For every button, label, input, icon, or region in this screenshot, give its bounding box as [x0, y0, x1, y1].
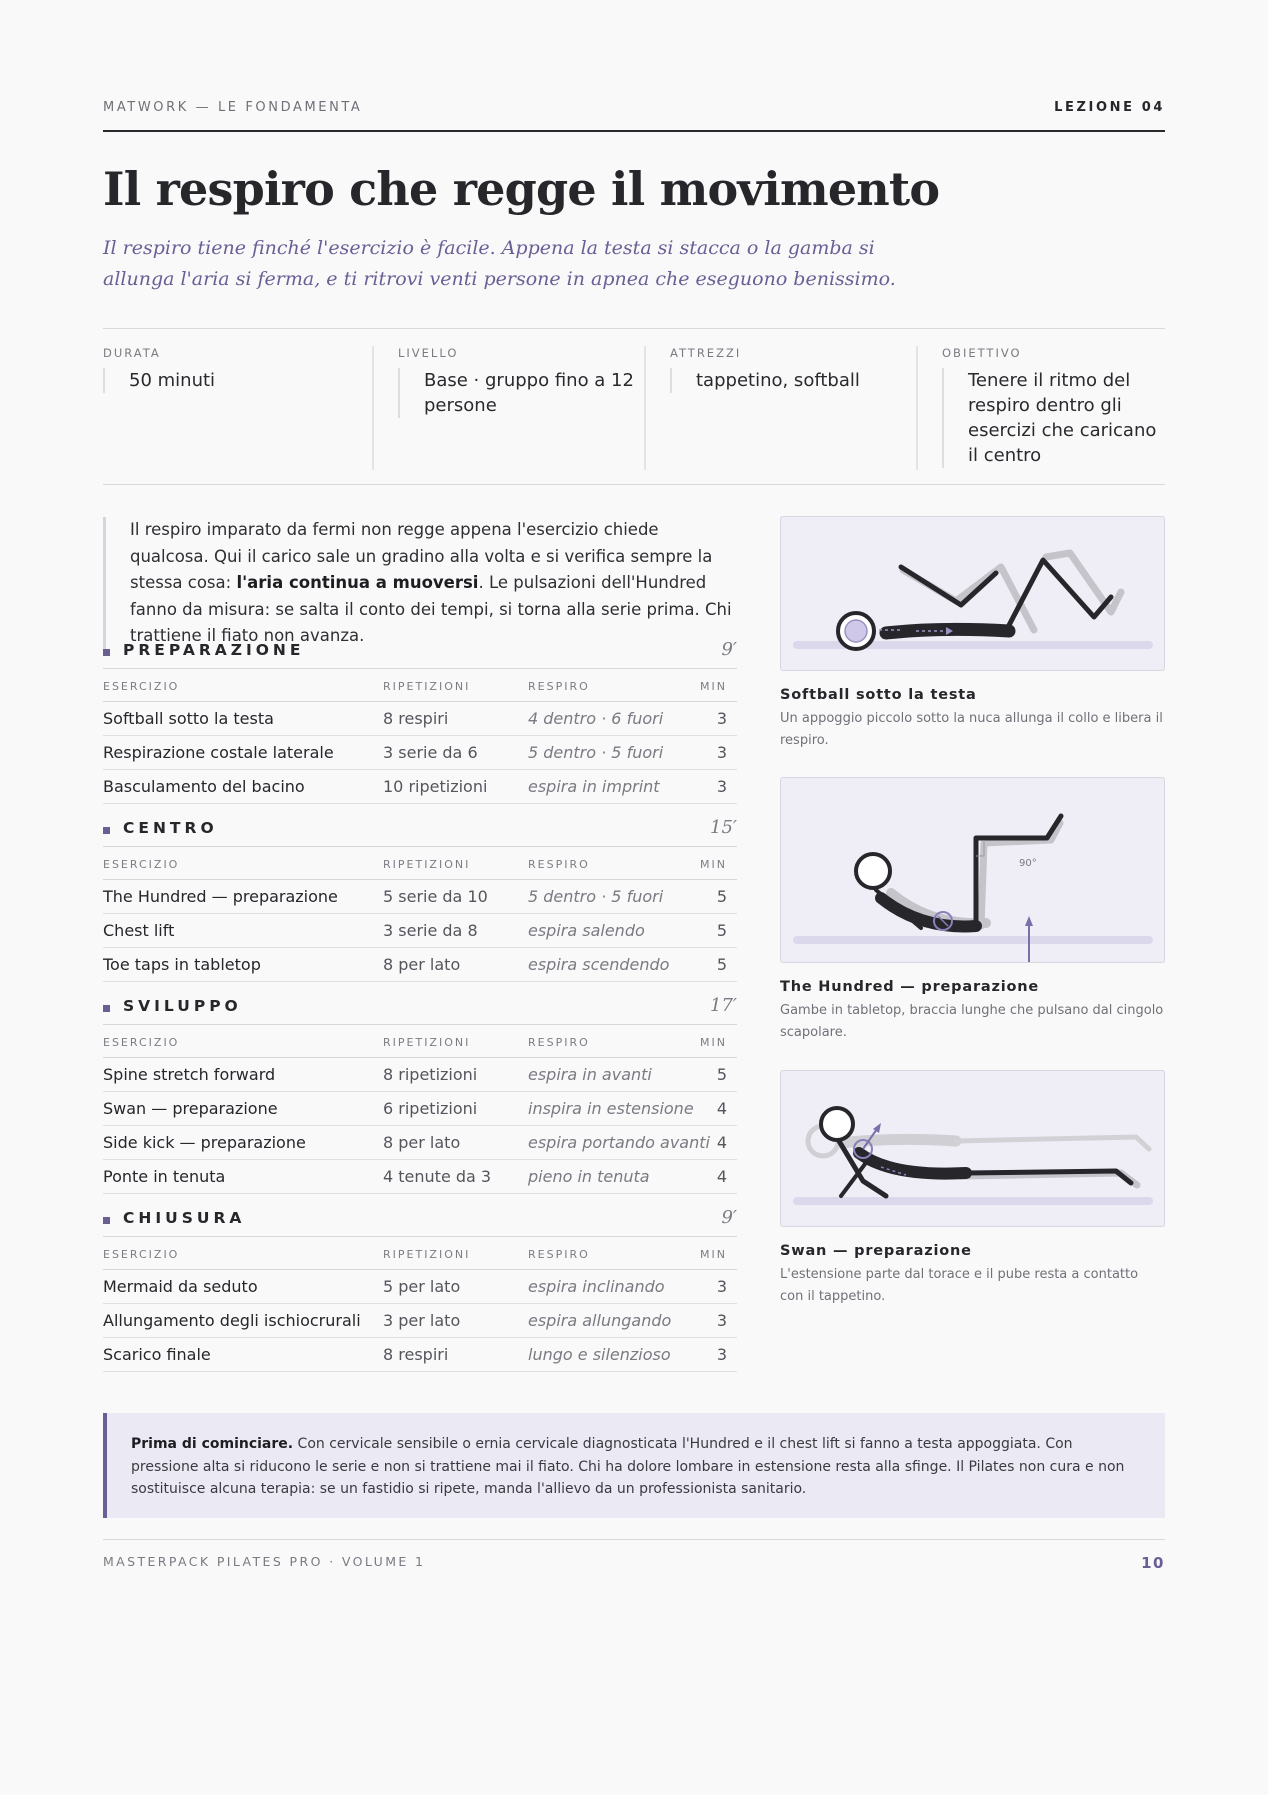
table-header — [103, 847, 737, 880]
breath-pattern: espira salendo — [528, 921, 645, 940]
breath-pattern: inspira in estensione — [528, 1099, 694, 1118]
minutes: 3 — [716, 1277, 727, 1296]
exercise-name: Spine stretch forward — [103, 1065, 276, 1084]
section-minutes: 15′ — [710, 817, 737, 838]
exercise-name: Mermaid da seduto — [103, 1277, 258, 1296]
table-row — [103, 880, 737, 914]
col-min: MIN — [700, 680, 727, 693]
meta-level — [372, 346, 644, 470]
breath-pattern: espira portando avanti — [528, 1133, 710, 1152]
intro-paragraph — [103, 517, 737, 650]
softball-illustration — [781, 517, 1165, 671]
section-marker — [103, 827, 110, 834]
table-row — [103, 1338, 737, 1372]
col-breath: RESPIRO — [528, 858, 590, 871]
exercise-name: The Hundred — preparazione — [103, 887, 338, 906]
col-reps: RIPETIZIONI — [383, 1036, 471, 1049]
col-min: MIN — [700, 858, 727, 871]
figure-title: Swan — preparazione — [780, 1243, 972, 1259]
section-header — [103, 1207, 737, 1237]
table-row — [103, 1160, 737, 1194]
section-header — [103, 817, 737, 847]
section-name: CENTRO — [123, 819, 218, 837]
note-lead: Prima di cominciare. — [131, 1436, 294, 1452]
note-text: Con cervicale sensibile o ernia cervicale diagnosticata l'Hundred e il chest lift si fanno a testa appoggiata. Con pressione alta si riducono le serie e non si trattiene mai il fiato. Chi ha dolore lombare in estensione resta alla sfinge. Il Pilates non cura e non sostituisce alcuna terapia: se un fastidio si ripete, manda l'allievo da un professionista sanitario. — [131, 1436, 1125, 1497]
meta-label: OBIETTIVO — [942, 346, 1022, 360]
meta-value: 50 minuti — [103, 368, 353, 393]
minutes: 3 — [716, 743, 727, 762]
meta-equipment — [644, 346, 916, 470]
footer-divider — [103, 1539, 1165, 1540]
page — [103, 0, 1165, 1795]
exercise-name: Allungamento degli ischiocrurali — [103, 1311, 361, 1330]
footer-series: MASTERPACK PILATES PRO · VOLUME 1 — [103, 1554, 426, 1569]
table-row — [103, 914, 737, 948]
breath-pattern: 4 dentro · 6 fuori — [528, 709, 664, 728]
table-body — [103, 1270, 737, 1372]
intro-text: Il respiro imparato da fermi non regge appena l'esercizio chiede qualcosa. Qui il carico sale un gradino alla volta e si verifica sempre la stessa cosa: — [130, 520, 713, 592]
divider — [103, 484, 1165, 485]
col-min: MIN — [700, 1248, 727, 1261]
col-exercise: ESERCIZIO — [103, 1036, 180, 1049]
figure-caption: Un appoggio piccolo sotto la nuca allunga il collo e libera il respiro. — [780, 711, 1163, 748]
table-row — [103, 948, 737, 982]
table-header — [103, 1237, 737, 1270]
minutes: 4 — [716, 1099, 727, 1118]
meta-label: LIVELLO — [398, 346, 459, 360]
minutes: 4 — [716, 1133, 727, 1152]
section-sviluppo — [103, 995, 737, 1194]
section-name: CHIUSURA — [123, 1209, 246, 1227]
repetitions: 8 per lato — [383, 955, 461, 974]
exercise-name: Softball sotto la testa — [103, 709, 274, 728]
section-centro — [103, 817, 737, 982]
figure-hundred — [780, 777, 1165, 1044]
table-header — [103, 669, 737, 702]
section-name: PREPARAZIONE — [123, 641, 305, 659]
meta-value: tappetino, softball — [670, 368, 910, 393]
table-header — [103, 1025, 737, 1058]
table-row — [103, 1058, 737, 1092]
section-marker — [103, 1217, 110, 1224]
section-preparazione — [103, 639, 737, 804]
section-header — [103, 995, 737, 1025]
col-exercise: ESERCIZIO — [103, 680, 180, 693]
section-marker — [103, 1005, 110, 1012]
col-reps: RIPETIZIONI — [383, 858, 471, 871]
table-row — [103, 770, 737, 804]
exercise-name: Side kick — preparazione — [103, 1133, 306, 1152]
figure-softball — [780, 516, 1165, 752]
minutes: 5 — [716, 921, 727, 940]
table-row — [103, 1304, 737, 1338]
repetitions: 8 respiri — [383, 709, 449, 728]
col-exercise: ESERCIZIO — [103, 1248, 180, 1261]
repetitions: 8 respiri — [383, 1345, 449, 1364]
breath-pattern: 5 dentro · 5 fuori — [528, 887, 664, 906]
breath-pattern: espira scendendo — [528, 955, 670, 974]
meta-row — [103, 346, 1165, 470]
repetitions: 3 serie da 6 — [383, 743, 478, 762]
table-row — [103, 702, 737, 736]
breath-pattern: espira allungando — [528, 1311, 672, 1330]
footer — [103, 1554, 1165, 1574]
intro-emphasis: l'aria continua a muoversi — [236, 573, 479, 592]
repetitions: 10 ripetizioni — [383, 777, 488, 796]
table-body — [103, 702, 737, 804]
breath-pattern: lungo e silenzioso — [528, 1345, 671, 1364]
repetitions: 3 serie da 8 — [383, 921, 478, 940]
table-row — [103, 1126, 737, 1160]
exercise-name: Basculamento del bacino — [103, 777, 305, 796]
figure-title: The Hundred — preparazione — [780, 979, 1040, 995]
table-row — [103, 1092, 737, 1126]
repetitions: 8 ripetizioni — [383, 1065, 478, 1084]
repetitions: 6 ripetizioni — [383, 1099, 478, 1118]
header-rule — [103, 130, 1165, 132]
breath-pattern: pieno in tenuta — [528, 1167, 650, 1186]
breath-pattern: espira in avanti — [528, 1065, 652, 1084]
meta-label: ATTREZZI — [670, 346, 742, 360]
figure-illustration — [780, 516, 1165, 671]
exercise-name: Scarico finale — [103, 1345, 211, 1364]
table-row — [103, 736, 737, 770]
col-breath: RESPIRO — [528, 680, 590, 693]
col-breath: RESPIRO — [528, 1248, 590, 1261]
divider — [103, 328, 1165, 329]
figure-caption: Gambe in tabletop, braccia lunghe che pulsano dal cingolo scapolare. — [780, 1003, 1164, 1040]
figure-title: Softball sotto la testa — [780, 687, 977, 703]
minutes: 3 — [716, 777, 727, 796]
repetitions: 4 tenute da 3 — [383, 1167, 492, 1186]
exercise-name: Toe taps in tabletop — [103, 955, 261, 974]
figure-illustration — [780, 777, 1165, 963]
breath-pattern: espira in imprint — [528, 777, 660, 796]
section-marker — [103, 649, 110, 656]
figure-illustration — [780, 1070, 1165, 1227]
meta-value: Tenere il ritmo del respiro dentro gli esercizi che caricano il centro — [942, 368, 1164, 468]
section-minutes: 17′ — [710, 995, 737, 1016]
meta-goal — [916, 346, 1165, 470]
section-minutes: 9′ — [721, 1207, 737, 1228]
hundred-illustration — [781, 778, 1165, 963]
swan-illustration — [781, 1071, 1165, 1227]
minutes: 5 — [716, 887, 727, 906]
series-title: MATWORK — LE FONDAMENTA — [103, 99, 363, 115]
exercise-name: Swan — preparazione — [103, 1099, 278, 1118]
table-body — [103, 1058, 737, 1194]
table-body — [103, 880, 737, 982]
section-name: SVILUPPO — [123, 997, 242, 1015]
section-header — [103, 639, 737, 669]
figure-swan — [780, 1070, 1165, 1308]
col-exercise: ESERCIZIO — [103, 858, 180, 871]
lesson-number: LEZIONE 04 — [1054, 99, 1165, 115]
breath-pattern: espira inclinando — [528, 1277, 665, 1296]
meta-label: DURATA — [103, 346, 161, 360]
exercise-name: Ponte in tenuta — [103, 1167, 226, 1186]
col-min: MIN — [700, 1036, 727, 1049]
figure-caption: L'estensione parte dal torace e il pube resta a contatto con il tappetino. — [780, 1267, 1139, 1304]
minutes: 3 — [716, 709, 727, 728]
col-reps: RIPETIZIONI — [383, 1248, 471, 1261]
meta-duration — [103, 346, 372, 470]
breath-pattern: 5 dentro · 5 fuori — [528, 743, 664, 762]
col-reps: RIPETIZIONI — [383, 680, 471, 693]
lede: Il respiro tiene finché l'esercizio è facile. Appena la testa si stacca o la gamba si allunga l'aria si ferma, e ti ritrovi venti persone in apnea che eseguono benissimo. — [103, 237, 896, 290]
section-minutes: 9′ — [721, 639, 737, 660]
table-row — [103, 1270, 737, 1304]
intro-text-end: . Le pulsazioni dell'Hundred fanno da misura: se salta il conto dei tempi, si torna alla serie prima. Chi trattiene il fiato non avanza. — [130, 573, 732, 645]
safety-note — [103, 1413, 1165, 1518]
running-header — [103, 96, 1165, 118]
exercise-name: Chest lift — [103, 921, 175, 940]
repetitions: 5 serie da 10 — [383, 887, 488, 906]
minutes: 5 — [716, 1065, 727, 1084]
minutes: 3 — [716, 1311, 727, 1330]
repetitions: 5 per lato — [383, 1277, 461, 1296]
minutes: 4 — [716, 1167, 727, 1186]
meta-value: Base · gruppo fino a 12 persone — [398, 368, 638, 418]
col-breath: RESPIRO — [528, 1036, 590, 1049]
repetitions: 3 per lato — [383, 1311, 461, 1330]
page-number: 10 — [1141, 1554, 1165, 1572]
section-chiusura — [103, 1207, 737, 1372]
minutes: 3 — [716, 1345, 727, 1364]
minutes: 5 — [716, 955, 727, 974]
page-title: Il respiro che regge il movimento — [103, 162, 940, 216]
repetitions: 8 per lato — [383, 1133, 461, 1152]
angle-label: 90° — [1019, 858, 1037, 869]
exercise-name: Respirazione costale laterale — [103, 743, 334, 762]
